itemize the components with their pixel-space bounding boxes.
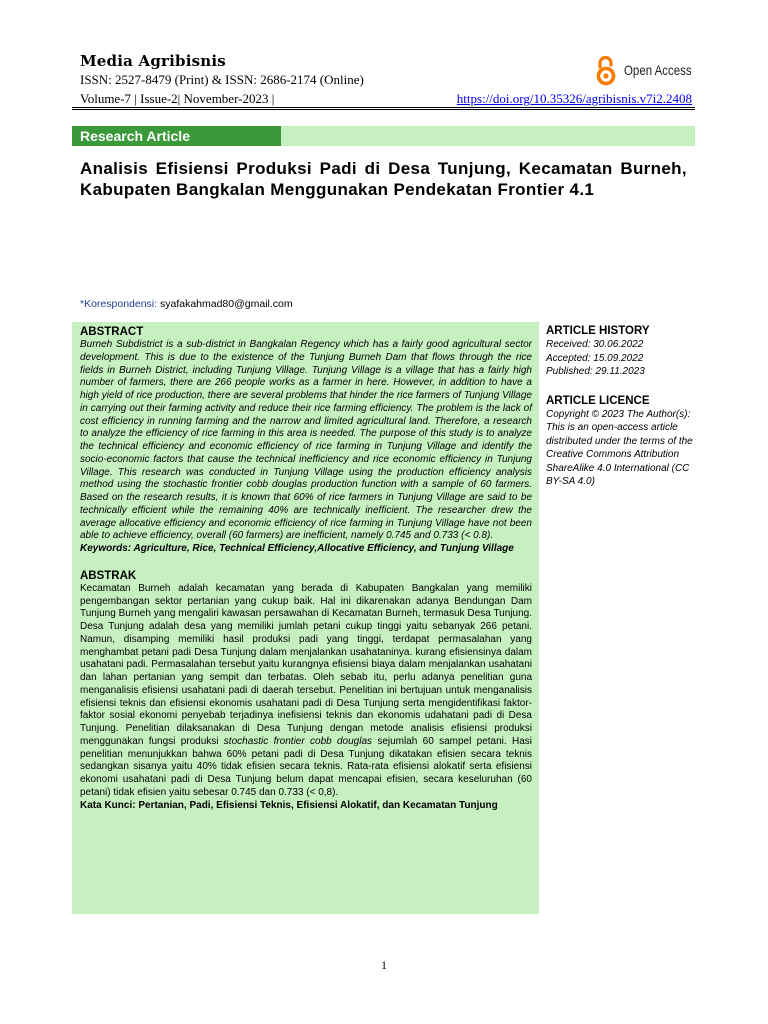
open-access-logo — [595, 56, 695, 86]
abstract-heading: ABSTRACT — [80, 326, 144, 338]
abstrak-text-part2: sejumlah 60 sampel petani. Hasi penelitian menunjukkan bahwa 60% petani padi di Desa Tunjung dikatakan efisien secara teknis sedangkan sisanya yaitu 40% tidak efisien secara teknis. Rata-rata efisiensi alokatif serta efisiensi ekonomi usahatani padi di Desa Tunjung belum dapat mencapai efisien, secara keseluruhan (60 petani) tidak efisien yaitu sebesar 0.745 dan 0.733 (< 0,8). — [80, 735, 532, 798]
article-type-label: Research Article — [72, 126, 281, 146]
issn-line: ISSN: 2527-8479 (Print) & ISSN: 2686-2174 (Online) — [80, 72, 364, 87]
volume-issue-line: Volume-7 | Issue-2| November-2023 | — [80, 91, 275, 106]
doi-link[interactable]: https://doi.org/10.35326/agribisnis.v7i2.2408 — [456, 91, 692, 106]
abstract-box — [72, 322, 539, 914]
abstrak-text — [80, 583, 532, 800]
journal-name: Media Agribisnis — [80, 52, 226, 70]
received-date: Received: 30.06.2022 — [546, 339, 644, 350]
header-divider-double — [72, 109, 695, 110]
correspondence-email[interactable]: syafakahmad80@gmail.com — [159, 298, 293, 310]
open-access-icon — [595, 56, 619, 86]
page-number: 1 — [381, 958, 387, 972]
published-date: Published: 29.11.2023 — [546, 366, 645, 377]
correspondence-label: *Korespondensi: — [80, 298, 158, 310]
side-column — [546, 324, 696, 489]
abstract-keywords: Keywords: Agriculture, Rice, Technical Efficiency,Allocative Efficiency, and Tunjung Village — [80, 543, 514, 554]
accepted-date: Accepted: 15.09.2022 — [546, 352, 644, 364]
article-licence-heading: ARTICLE LICENCE — [546, 394, 650, 407]
article-history-heading: ARTICLE HISTORY — [546, 325, 650, 337]
article-type-band — [72, 126, 695, 146]
abstrak-keywords: Kata Kunci: Pertanian, Padi, Efisiensi Teknis, Efisiensi Alokatif, dan Kecamatan Tunjung — [80, 799, 498, 811]
abstrak-text-part1: Kecamatan Burneh adalah kecamatan yang berada di Kabupaten Bangkalan yang memiliki pengembangan sektor pertanian yang cukup baik. Hal ini dikarenakan adanya Bendungan Dam Tunjung Burneh yang mengaliri kawasan persawahan di Kecamatan Burneh, termasuk Desa Tunjung. Desa Tunjung adalah desa yang memiliki jumlah petani cukup tinggi yaitu sebanyak 266 petani. Namun, disamping memiliki hasil produksi padi yang tinggi, terdapat permasalahan yang menghambat petani padi Desa Tunjung dalam menjalankan usahataninya. kurang efisiensinya dalam usahatani padi. Permasalahan tersebut yaitu kurangnya efisiensi biaya dalam menjalankan usahatani dan lahan pertanian yang sempit dan terbatas. Oleh sebab itu, perlu adanya penelitian guna menganalisis efisiensi usahatani padi di daerah tersebut. Penelitian ini bertujuan untuk menganalisis efisiensi teknis dan efisiensi ekonomis usahatani padi di Desa Tunjung serta mengidentifikasi faktor-faktor sosial ekonomi penyebab terjadinya inefisiensi teknis dan ekonomis udahatani padi di Desa Tunjung. Penelitian dilaksanakan di Desa Tunjung dengan metode analisis efisiensi produksi menggunakan fungsi produksi — [80, 582, 532, 747]
article-licence-text: Copyright © 2023 The Author(s): This is an open-access article distributed under the terms of the Creative Commons Attribution ShareAlike 4.0 International (CC BY-SA 4.0) — [546, 408, 693, 487]
open-access-text: Open Access — [624, 62, 692, 78]
article-title: Analisis Efisiensi Produksi Padi di Desa Tunjung, Kecamatan Burneh, Kabupaten Bangkalan Menggunakan Pendekatan Frontier 4.1 — [80, 159, 687, 199]
correspondence — [80, 298, 293, 310]
abstract-text: Burneh Subdistrict is a sub-district in Bangkalan Regency which has a fairly good agricultural sector development. This is due to the existence of the Tunjung Burneh Dam that flows through the rice fields in Burneh District, including Tunjung Village. Tunjung Village is a village that has a fairly high number of farmers, there are 266 people works as a farmer in here. However, in addition to have a high yield of rice production, there are several problems that hinder the rice farmers of Tunjung Village in carrying out their farming activity and reduce their rice farming efficiency. The problem is the lack of cost efficiency in running farming and the narrow and limited agricultural land. Therefore, a research to analyze the efficiency of rice farming in this area is needed. The purpose of this study is to analyze the technical efficiency and economic efficiency of rice farming in Tunjung Village and identify the socio-economic factors that cause the technical inefficiency and rice economic efficiency in Tunjung Village. This research was conducted in Tunjung Village using the production efficiency analysis method using the stochastic frontier cobb douglas production function with a sample of 60 farmers. Based on the research results, it is known that 60% of rice farmers in Tunjung Village are said to be technically efficient while the remaining 40% are technically inefficient. The researcher drew the average allocative efficiency and economic efficiency of rice farming in Tunjung Village have not been able to achieve efficiency, overall (60 farmers) are inefficient, namely 0.745 and 0.733 (< 0.8). — [80, 339, 532, 542]
abstrak-text-italic: stochastic frontier cobb douglas — [223, 735, 373, 747]
header-divider — [72, 107, 695, 108]
abstrak-heading: ABSTRAK — [80, 569, 137, 582]
